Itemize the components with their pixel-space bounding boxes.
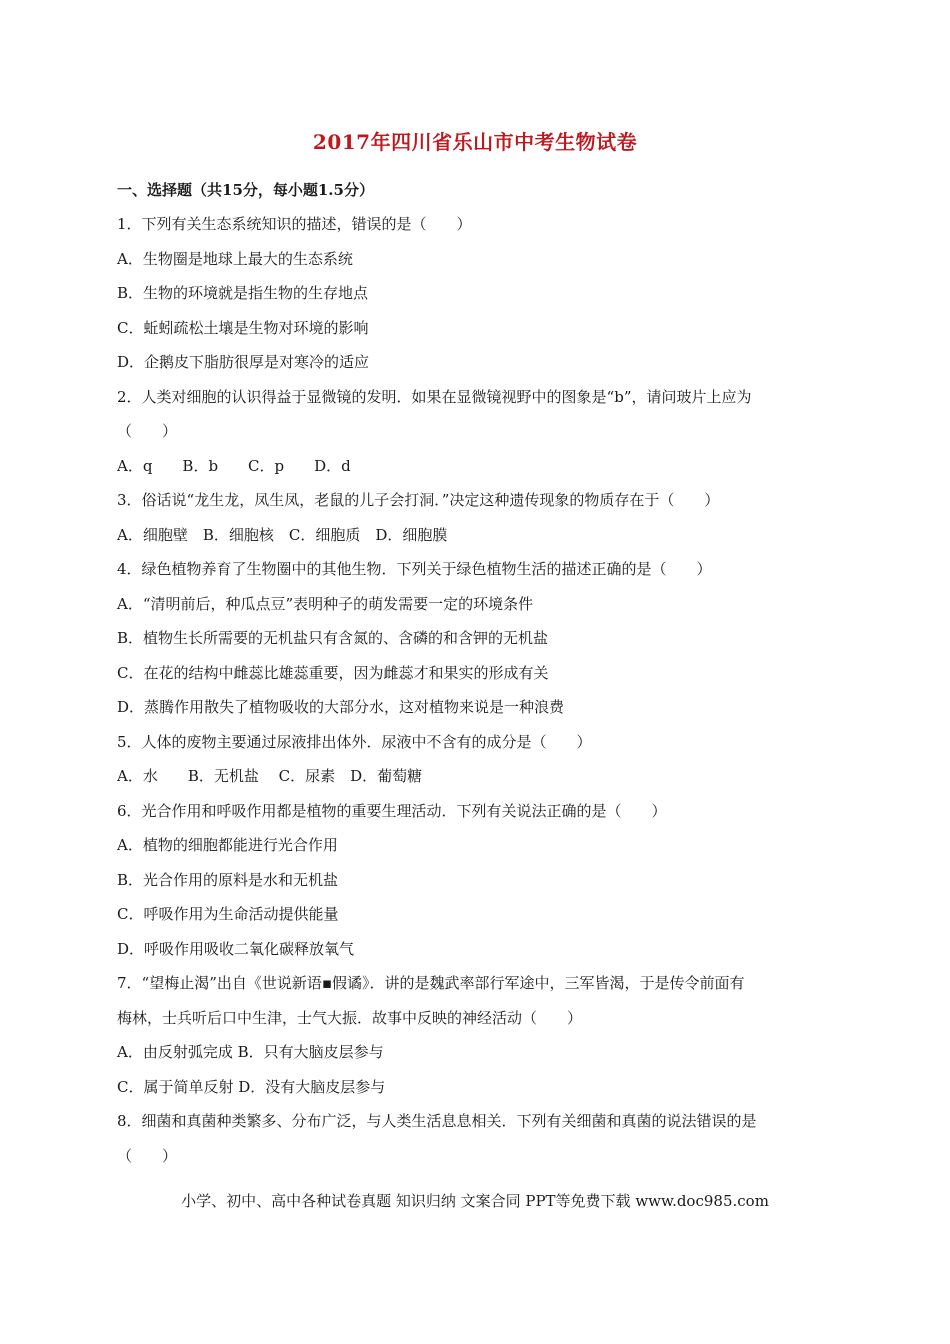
question-list xyxy=(117,210,847,1176)
answer-option: B．植物生长所需要的无机盐只有含氮的、含磷的和含钾的无机盐 xyxy=(117,629,549,647)
question-text: 7．“望梅止渴”出自《世说新语▪假谲》．讲的是魏武率部行军途中，三军皆渴，于是传令前面有 xyxy=(117,974,745,992)
question-text-continued: （ ） xyxy=(117,422,178,440)
answer-option: D．企鹅皮下脂肪很厚是对寒冷的适应 xyxy=(117,353,370,371)
page-footer: 小学、初中、高中各种试卷真题 知识归纳 文案合同 PPT等免费下载 www.doc985.com xyxy=(181,1192,769,1210)
question-text: 8．细菌和真菌种类繁多、分布广泛，与人类生活息息相关．下列有关细菌和真菌的说法错误的是 xyxy=(117,1112,757,1130)
question-text: 2．人类对细胞的认识得益于显微镜的发明．如果在显微镜视野中的图象是“b”，请问玻片上应为 xyxy=(117,387,752,406)
question-text: 5．人体的废物主要通过尿液排出体外．尿液中不含有的成分是（ ） xyxy=(117,732,592,751)
answer-options-row: A．水 B．无机盐 C．尿素 D．葡萄糖 xyxy=(117,767,423,785)
question-text-continued: （ ） xyxy=(117,1146,178,1165)
question-text: 1．下列有关生态系统知识的描述，错误的是（ ） xyxy=(117,215,472,233)
answer-option: D．蒸腾作用散失了植物吸收的大部分水，这对植物来说是一种浪费 xyxy=(117,698,565,716)
question-text: 3．俗话说“龙生龙，凤生凤，老鼠的儿子会打洞．”决定这种遗传现象的物质存在于（ ） xyxy=(117,491,720,509)
document-title: 2017年四川省乐山市中考生物试卷 xyxy=(312,130,638,154)
answer-option: A．生物圈是地球上最大的生态系统 xyxy=(117,249,353,268)
answer-option: C．呼吸作用为生命活动提供能量 xyxy=(117,905,339,923)
answer-option: D．呼吸作用吸收二氧化碳释放氧气 xyxy=(117,939,355,958)
answer-options-row: A．q B．b C．p D．d xyxy=(117,456,351,475)
answer-option: B．生物的环境就是指生物的生存地点 xyxy=(117,284,369,302)
answer-options-row: C．属于简单反射 D．没有大脑皮层参与 xyxy=(117,1077,386,1096)
answer-option: C．蚯蚓疏松土壤是生物对环境的影响 xyxy=(117,318,369,337)
answer-options-row: A．由反射弧完成 B．只有大脑皮层参与 xyxy=(117,1043,384,1061)
question-text: 4．绿色植物养育了生物圈中的其他生物．下列关于绿色植物生活的描述正确的是（ ） xyxy=(117,560,712,578)
section-header: 一、选择题（共15分，每小题1.5分） xyxy=(117,181,374,199)
answer-option: A．植物的细胞都能进行光合作用 xyxy=(117,836,338,854)
answer-options-row: A．细胞壁 B．细胞核 C．细胞质 D．细胞膜 xyxy=(117,525,448,544)
question-text-continued: 梅林，士兵听后口中生津，士气大振．故事中反映的神经活动（ ） xyxy=(117,1008,583,1027)
answer-option: C．在花的结构中雌蕊比雄蕊重要，因为雌蕊才和果实的形成有关 xyxy=(117,663,549,682)
question-text: 6．光合作用和呼吸作用都是植物的重要生理活动．下列有关说法正确的是（ ） xyxy=(117,801,667,820)
answer-option: A．“清明前后，种瓜点豆”表明种子的萌发需要一定的环境条件 xyxy=(117,594,534,613)
answer-option: B．光合作用的原料是水和无机盐 xyxy=(117,870,339,889)
